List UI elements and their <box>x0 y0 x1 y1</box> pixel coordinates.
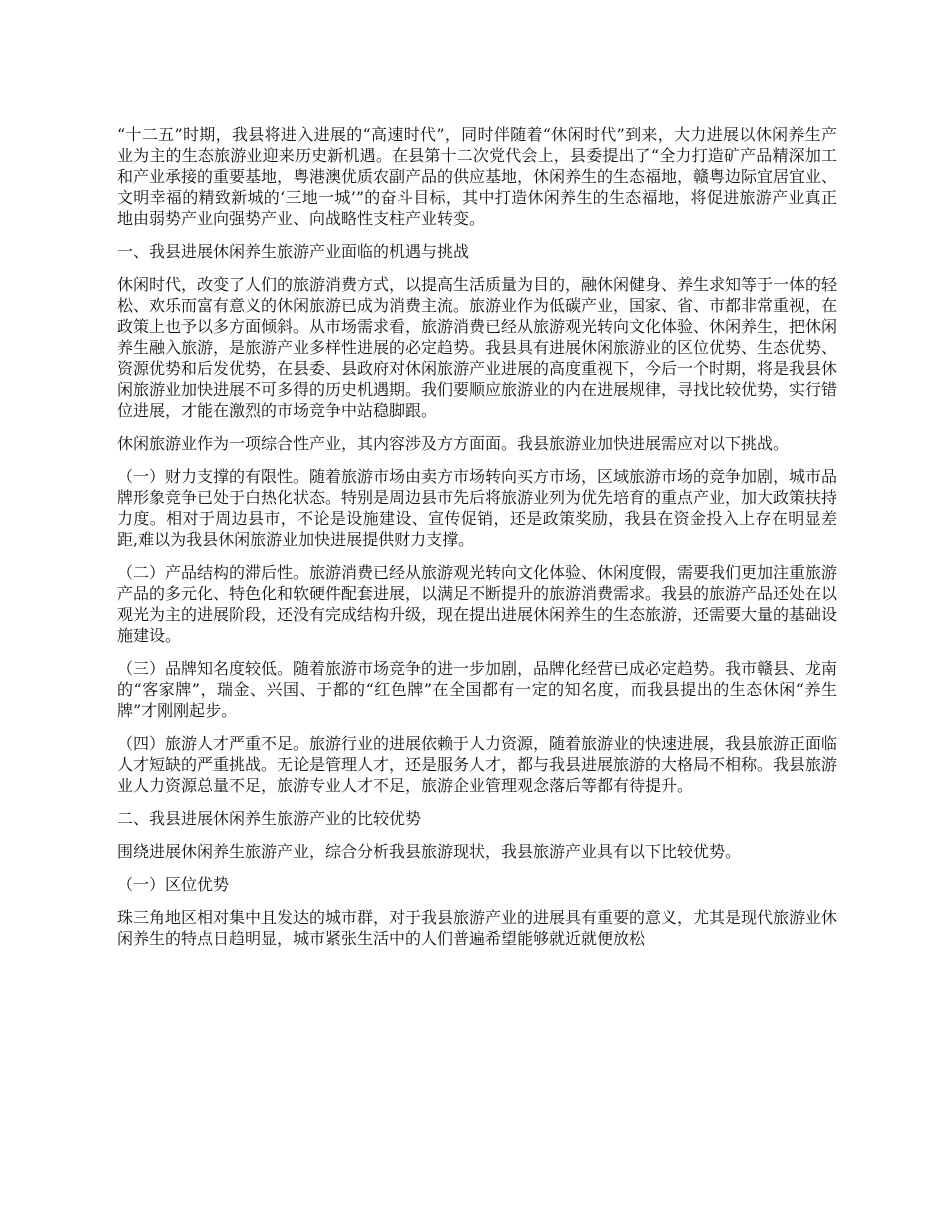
challenge-3-paragraph: （三）品牌知名度较低。随着旅游市场竞争的进一步加剧，品牌化经营已成必定趋势。我市赣县、龙南的“客家牌”，瑞金、兴国、于都的“红色牌”在全国都有一定的知名度，而我县提出的生态休闲“养生牌”才刚刚起步。 <box>117 659 838 720</box>
subsection-heading-location: （一）区位优势 <box>117 875 230 894</box>
challenge-intro-paragraph: 休闲旅游业作为一项综合性产业，其内容涉及方方面面。我县旅游业加快进展需应对以下挑战。 <box>117 434 790 453</box>
section-heading-2: 二、我县进展休闲养生旅游产业的比较优势 <box>117 809 422 828</box>
challenge-4-paragraph: （四）旅游人才严重不足。旅游行业的进展依赖于人力资源，随着旅游业的快速进展，我县旅游正面临人才短缺的严重挑战。无论是管理人才，还是服务人才，都与我县进展旅游的大格局不相称。我县旅游业人力资源总量不足，旅游专业人才不足，旅游企业管理观念落后等都有待提升。 <box>117 734 838 795</box>
opportunity-paragraph: 休闲时代，改变了人们的旅游消费方式，以提高生活质量为目的，融休闲健身、养生求知等于一体的轻松、欢乐而富有意义的休闲旅游已成为消费主流。旅游业作为低碳产业，国家、省、市都非常重视，在政策上也予以多方面倾斜。从市场需求看，旅游消费已经从旅游观光转向文化体验、休闲养生，把休闲养生融入旅游，是旅游产业多样性进展的必定趋势。我县具有进展休闲旅游业的区位优势、生态优势、资源优势和后发优势，在县委、县政府对休闲旅游产业进展的高度重视下，今后一个时期，将是我县休闲旅游业加快进展不可多得的历史机遇期。我们要顺应旅游业的内在进展规律，寻找比较优势，实行错位进展，才能在激烈的市场竞争中站稳脚跟。 <box>117 275 838 420</box>
location-paragraph: 珠三角地区相对集中且发达的城市群，对于我县旅游产业的进展具有重要的意义，尤其是现代旅游业休闲养生的特点日趋明显，城市紧张生活中的人们普遍希望能够就近就便放松 <box>117 908 838 948</box>
document-body <box>117 124 837 961</box>
challenge-1-paragraph: （一）财力支撑的有限性。随着旅游市场由卖方市场转向买方市场，区域旅游市场的竞争加剧，城市品牌形象竞争已处于白热化状态。特别是周边县市先后将旅游业列为优先培育的重点产业，加大政策扶持力度。相对于周边县市，不论是设施建设、宣传促销，还是政策奖励，我县在资金投入上存在明显差距,难以为我县休闲旅游业加快进展提供财力支撑。 <box>117 467 838 549</box>
challenge-2-paragraph: （二）产品结构的滞后性。旅游消费已经从旅游观光转向文化体验、休闲度假，需要我们更加注重旅游产品的多元化、特色化和软硬件配套进展，以满足不断提升的旅游消费需求。我县的旅游产品还处在以观光为主的进展阶段，还没有完成结构升级，现在提出进展休闲养生的生态旅游，还需要大量的基础设施建设。 <box>117 563 838 645</box>
advantage-intro-paragraph: 围绕进展休闲养生旅游产业，综合分析我县旅游现状，我县旅游产业具有以下比较优势。 <box>117 842 742 861</box>
intro-paragraph: “十二五”时期，我县将进入进展的“高速时代”，同时伴随着“休闲时代”到来，大力进展以休闲养生产业为主的生态旅游业迎来历史新机遇。在县第十二次党代会上，县委提出了“全力打造矿产品精深加工和产业承接的重要基地，粤港澳优质农副产品的供应基地，休闲养生的生态福地，赣粤边际宜居宜业、文明幸福的精致新城的‘三地一城’”的奋斗目标，其中打造休闲养生的生态福地，将促进旅游产业真正地由弱势产业向强势产业、向战略性支柱产业转变。 <box>117 125 838 228</box>
section-heading-1: 一、我县进展休闲养生旅游产业面临的机遇与挑战 <box>117 242 470 261</box>
